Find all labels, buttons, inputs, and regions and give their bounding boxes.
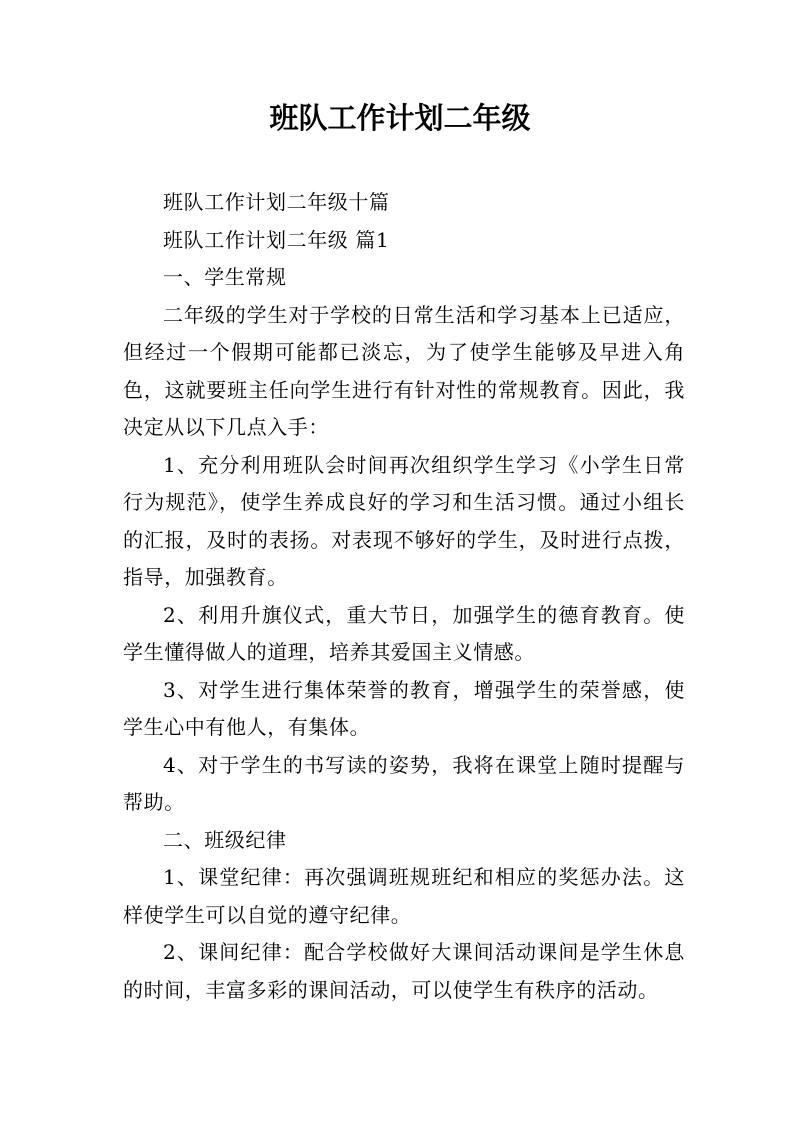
paragraph-item-4: 4、对于学生的书写读的姿势，我将在课堂上随时提醒与帮助。 bbox=[123, 752, 685, 814]
paragraph-item-2: 2、利用升旗仪式，重大节日，加强学生的德育教育。使学生懂得做人的道理，培养其爱国主义情感。 bbox=[123, 602, 685, 664]
heading-student-routine: 一、学生常规 bbox=[163, 265, 287, 289]
paragraph-section-heading: 班队工作计划二年级 篇1 bbox=[163, 227, 390, 252]
paragraph-break-discipline: 2、课间纪律：配合学校做好大课间活动课间是学生休息的时间，丰富多彩的课间活动，可以使学生有秩序的活动。 bbox=[123, 940, 685, 1002]
heading-class-discipline: 二、班级纪律 bbox=[163, 827, 287, 852]
document-title: 班队工作计划二年级 bbox=[269, 101, 531, 135]
paragraph-subtitle: 班队工作计划二年级十篇 bbox=[163, 190, 390, 214]
paragraph-item-3: 3、对学生进行集体荣誉的教育，增强学生的荣誉感，使学生心中有他人，有集体。 bbox=[123, 677, 685, 739]
paragraph-intro: 二年级的学生对于学校的日常生活和学习基本上已适应，但经过一个假期可能都已淡忘，为了使学生能够及早进入角色，这就要班主任向学生进行有针对性的常规教育。因此，我决定从以下几点入手： bbox=[123, 302, 685, 439]
document-body bbox=[123, 184, 685, 1009]
paragraph-item-1: 1、充分利用班队会时间再次组织学生学习《小学生日常行为规范》，使学生养成良好的学习和生活习惯。通过小组长的汇报，及时的表扬。对表现不够好的学生，及时进行点拨，指导，加强教育。 bbox=[123, 452, 685, 589]
paragraph-classroom-discipline: 1、课堂纪律：再次强调班规班纪和相应的奖惩办法。这样使学生可以自觉的遵守纪律。 bbox=[123, 865, 685, 927]
